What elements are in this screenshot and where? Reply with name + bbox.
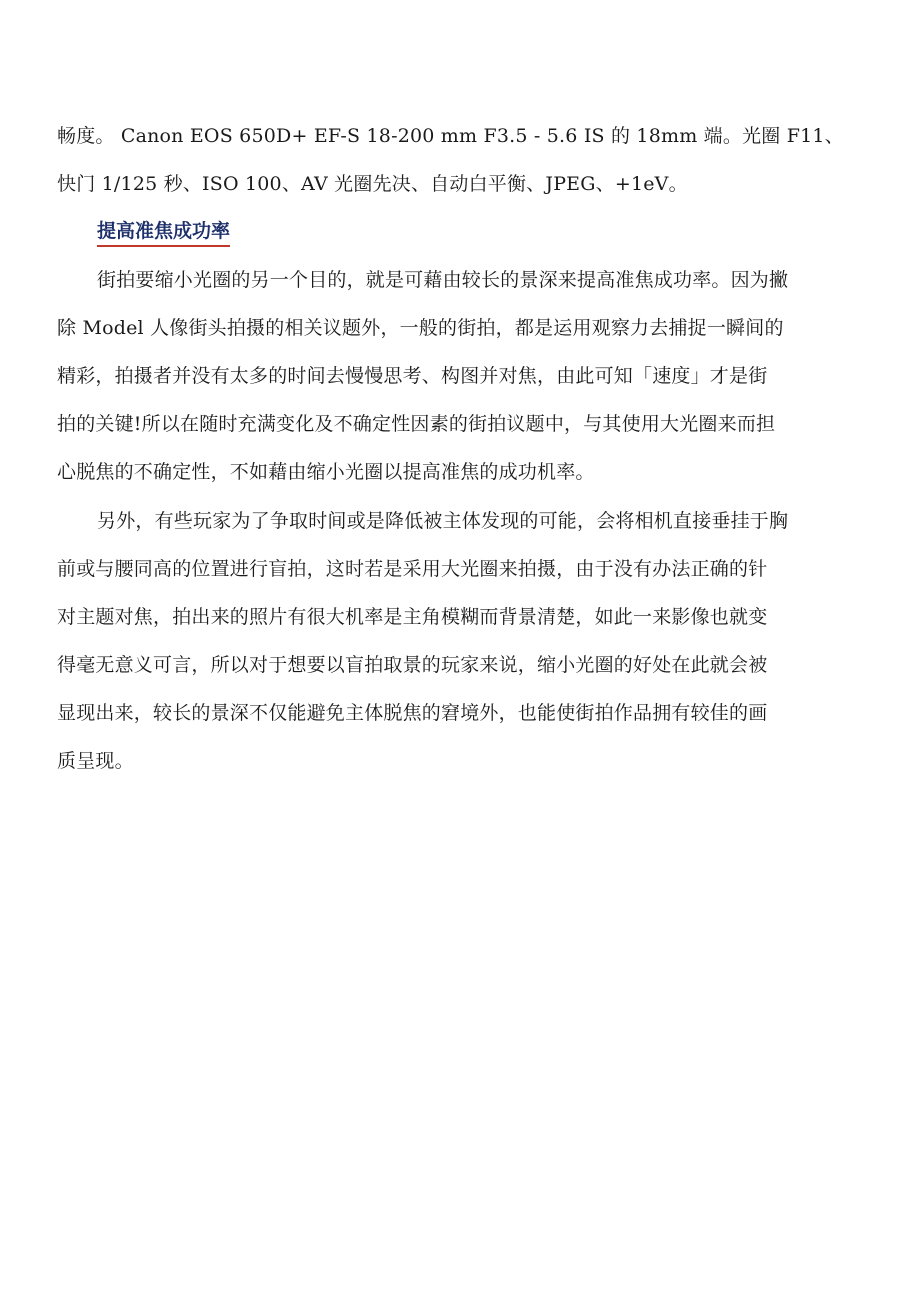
paragraph-2-line-2: 前或与腰同高的位置进行盲拍，这时若是采用大光圈来拍摄，由于没有办法正确的针 (57, 558, 768, 580)
paragraph-2-line-6: 质呈现。 (57, 750, 134, 772)
paragraph-1-line-5: 心脱焦的不确定性，不如藉由缩小光圈以提高准焦的成功机率。 (57, 461, 595, 483)
paragraph-2-line-1: 另外，有些玩家为了争取时间或是降低被主体发现的可能，会将相机直接垂挂于胸 (97, 510, 789, 532)
paragraph-1-line-2: 除 Model 人像街头拍摄的相关议题外，一般的街拍，都是运用观察力去捕捉一瞬间的 (57, 317, 784, 339)
intro-line-2: 快门 1/125 秒、ISO 100、AV 光圈先决、自动白平衡、JPEG、+1eV。 (57, 173, 688, 195)
paragraph-1-line-3: 精彩，拍摄者并没有太多的时间去慢慢思考、构图并对焦，由此可知「速度」才是街 (57, 365, 768, 387)
paragraph-2-line-5: 显现出来，较长的景深不仅能避免主体脱焦的窘境外，也能使街拍作品拥有较佳的画 (57, 702, 768, 724)
paragraph-2-line-3: 对主题对焦，拍出来的照片有很大机率是主角模糊而背景清楚，如此一来影像也就变 (57, 606, 768, 628)
paragraph-2-line-4: 得毫无意义可言，所以对于想要以盲拍取景的玩家来说，缩小光圈的好处在此就会被 (57, 654, 768, 676)
paragraph-1-line-4: 拍的关键!所以在随时充满变化及不确定性因素的街拍议题中，与其使用大光圈来而担 (57, 413, 776, 435)
section-heading: 提高准焦成功率 (97, 219, 230, 247)
intro-line-1: 畅度。 Canon EOS 650D+ EF-S 18-200 mm F3.5 - 5.6 IS 的 18mm 端。光圈 F11、 (57, 125, 844, 147)
paragraph-1-line-1: 街拍要缩小光圈的另一个目的，就是可藉由较长的景深来提高准焦成功率。因为撇 (97, 269, 789, 291)
